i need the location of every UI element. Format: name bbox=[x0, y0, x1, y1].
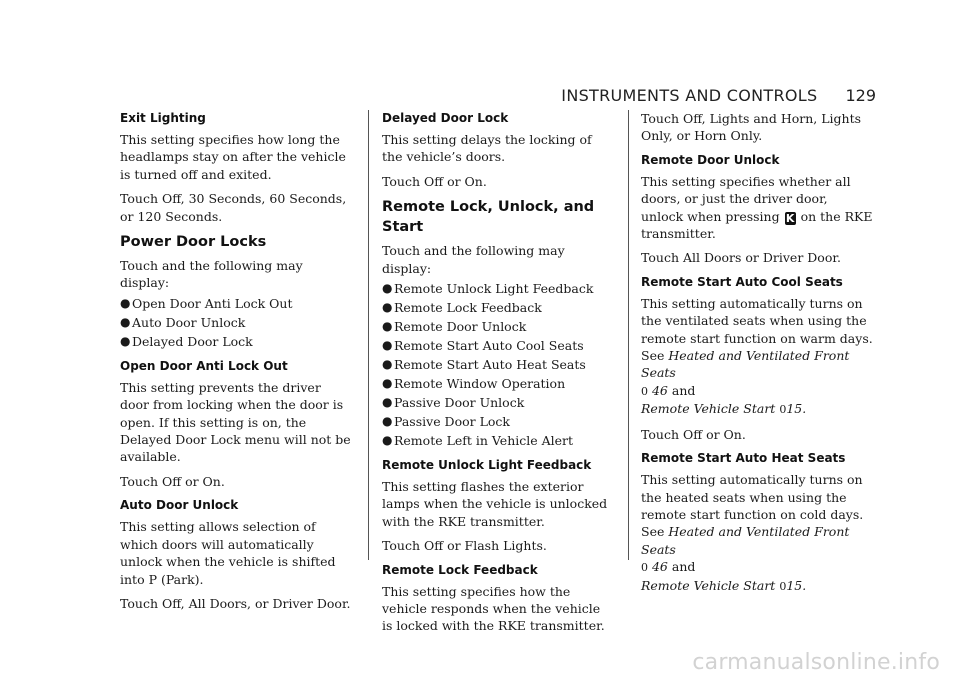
heading-power-door-locks: Power Door Locks bbox=[120, 234, 267, 251]
page-arrow-icon: 0 bbox=[779, 403, 787, 417]
list-item-label: Remote Window Operation bbox=[394, 376, 566, 392]
text: on the RKE transmitter. bbox=[641, 208, 873, 242]
bullet-icon: ● bbox=[382, 338, 393, 353]
heading-remote-door-unlock: Remote Door Unlock bbox=[641, 152, 780, 167]
list-item bbox=[382, 336, 614, 355]
list-item-label: Remote Door Unlock bbox=[394, 319, 527, 335]
list-item bbox=[382, 431, 614, 450]
paragraph: This setting flashes the exterior lamps when the vehicle is unlocked with the RKE transmitter. bbox=[382, 479, 608, 529]
list-item-label: Remote Left in Vehicle Alert bbox=[394, 433, 574, 449]
page-ref[interactable]: 15 bbox=[786, 401, 803, 417]
bullet-icon: ● bbox=[120, 333, 131, 348]
list-item bbox=[382, 279, 614, 298]
text: See bbox=[641, 524, 665, 540]
paragraph: This setting specifies how the vehicle responds when the vehicle is locked with the RKE transmitter. bbox=[382, 583, 605, 634]
key-fob-icon: K bbox=[785, 211, 795, 225]
heading-remote-lock-feedback: Remote Lock Feedback bbox=[382, 562, 538, 577]
column-3 bbox=[641, 110, 873, 602]
heading-remote-lock-unlock-start: Remote Lock, Unlock, and Start bbox=[382, 199, 595, 236]
paragraph: Touch Off or On. bbox=[120, 473, 225, 489]
text: and bbox=[671, 559, 696, 575]
list-item bbox=[382, 393, 614, 412]
paragraph: Touch and the following may display: bbox=[382, 243, 565, 276]
watermark: carmanualsonline.info bbox=[692, 650, 940, 675]
page-arrow-icon: 0 bbox=[641, 384, 648, 398]
bullet-icon: ● bbox=[382, 281, 393, 296]
list-item bbox=[382, 317, 614, 336]
bullet-list bbox=[382, 279, 614, 450]
page-header bbox=[560, 86, 876, 108]
column-divider bbox=[628, 110, 629, 560]
paragraph: Touch All Doors or Driver Door. bbox=[641, 250, 841, 266]
cross-reference-link[interactable]: Remote Vehicle Start bbox=[641, 401, 776, 417]
heading-remote-unlock-light-feedback: Remote Unlock Light Feedback bbox=[382, 458, 592, 473]
list-item bbox=[382, 412, 614, 431]
page-ref[interactable]: 15 bbox=[786, 577, 803, 593]
heading-auto-door-unlock: Auto Door Unlock bbox=[120, 498, 239, 513]
list-item-label: Delayed Door Lock bbox=[132, 333, 253, 349]
bullet-icon: ● bbox=[382, 319, 393, 334]
list-item bbox=[120, 332, 352, 351]
page-arrow-icon: 0 bbox=[641, 561, 648, 575]
column-2 bbox=[382, 110, 614, 642]
bullet-icon: ● bbox=[120, 314, 131, 329]
list-item bbox=[120, 313, 352, 332]
paragraph: Touch Off, Lights and Horn, Lights Only, or Horn Only. bbox=[641, 111, 862, 144]
list-item-label: Open Door Anti Lock Out bbox=[132, 295, 293, 311]
column-1 bbox=[120, 110, 352, 619]
list-item-label: Remote Start Auto Cool Seats bbox=[394, 338, 584, 354]
heading-remote-start-auto-heat-seats: Remote Start Auto Heat Seats bbox=[641, 451, 846, 466]
text: This setting automatically turns on the ventilated seats when using the remote start function on warm days. bbox=[641, 295, 873, 346]
paragraph: Touch Off, All Doors, or Driver Door. bbox=[120, 595, 351, 611]
heading-exit-lighting: Exit Lighting bbox=[120, 111, 206, 125]
cross-reference-link[interactable]: Remote Vehicle Start bbox=[641, 577, 776, 593]
text: This setting specifies whether all doors, or just the driver door, unlock when pressing bbox=[641, 173, 851, 224]
paragraph: This setting automatically turns on the heated seats when using the remote start function on cold days. See Heated and Ventilated Front Seats 0 46 and Remote Vehicle Start 015. bbox=[641, 472, 864, 593]
text: and bbox=[671, 382, 696, 398]
section-title: INSTRUMENTS AND CONTROLS bbox=[561, 86, 818, 105]
list-item-label: Passive Door Lock bbox=[394, 414, 510, 430]
cross-reference-link[interactable]: Heated and Ventilated Front Seats bbox=[641, 348, 850, 381]
paragraph: This setting specifies how long the headlamps stay on after the vehicle is turned off and exited. bbox=[120, 132, 346, 182]
bullet-icon: ● bbox=[382, 433, 393, 448]
list-item bbox=[382, 374, 614, 393]
heading-remote-start-auto-cool-seats: Remote Start Auto Cool Seats bbox=[641, 274, 843, 289]
page-ref[interactable]: 46 bbox=[651, 382, 668, 398]
column-divider bbox=[368, 110, 369, 560]
list-item-label: Remote Lock Feedback bbox=[394, 300, 542, 316]
bullet-icon: ● bbox=[120, 295, 131, 310]
text: This setting automatically turns on the heated seats when using the remote start function on cold days. bbox=[641, 472, 864, 522]
bullet-icon: ● bbox=[382, 357, 393, 372]
paragraph: This setting allows selection of which doors will automatically unlock when the vehicle is shifted into P (Park). bbox=[120, 519, 336, 587]
bullet-icon: ● bbox=[382, 395, 393, 410]
paragraph: Touch Off or Flash Lights. bbox=[382, 538, 547, 554]
list-item bbox=[382, 355, 614, 374]
list-item-label: Remote Unlock Light Feedback bbox=[394, 281, 594, 297]
page-ref[interactable]: 46 bbox=[651, 559, 668, 575]
paragraph: Touch and the following may display: bbox=[120, 258, 303, 291]
page-arrow-icon: 0 bbox=[779, 579, 787, 593]
heading-delayed-door-lock: Delayed Door Lock bbox=[382, 111, 509, 125]
paragraph: This setting automatically turns on the ventilated seats when using the remote start function on warm days. See Heated and Ventilated Front Seats 0 46 and Remote Vehicle Start 015. bbox=[641, 295, 873, 417]
text: See bbox=[641, 348, 665, 364]
list-item bbox=[382, 298, 614, 317]
paragraph: Touch Off or On. bbox=[382, 173, 487, 189]
bullet-icon: ● bbox=[382, 414, 393, 429]
paragraph: Touch Off or On. bbox=[641, 426, 746, 442]
list-item-label: Auto Door Unlock bbox=[132, 314, 246, 330]
paragraph: This setting delays the locking of the vehicle’s doors. bbox=[382, 132, 592, 165]
list-item-label: Passive Door Unlock bbox=[394, 395, 525, 411]
list-item-label: Remote Start Auto Heat Seats bbox=[394, 357, 586, 373]
page-number: 129 bbox=[845, 86, 876, 105]
paragraph: Touch Off, 30 Seconds, 60 Seconds, or 120 Seconds. bbox=[120, 191, 347, 224]
heading-open-door-anti-lock-out: Open Door Anti Lock Out bbox=[120, 358, 288, 373]
bullet-list bbox=[120, 294, 352, 351]
cross-reference-link[interactable]: Heated and Ventilated Front Seats bbox=[641, 524, 850, 557]
bullet-icon: ● bbox=[382, 300, 393, 315]
paragraph: This setting prevents the driver door from locking when the door is open. If this setting is on, the Delayed Door Lock menu will not be available. bbox=[120, 379, 351, 465]
bullet-icon: ● bbox=[382, 376, 393, 391]
paragraph bbox=[641, 173, 873, 243]
list-item bbox=[120, 294, 352, 313]
